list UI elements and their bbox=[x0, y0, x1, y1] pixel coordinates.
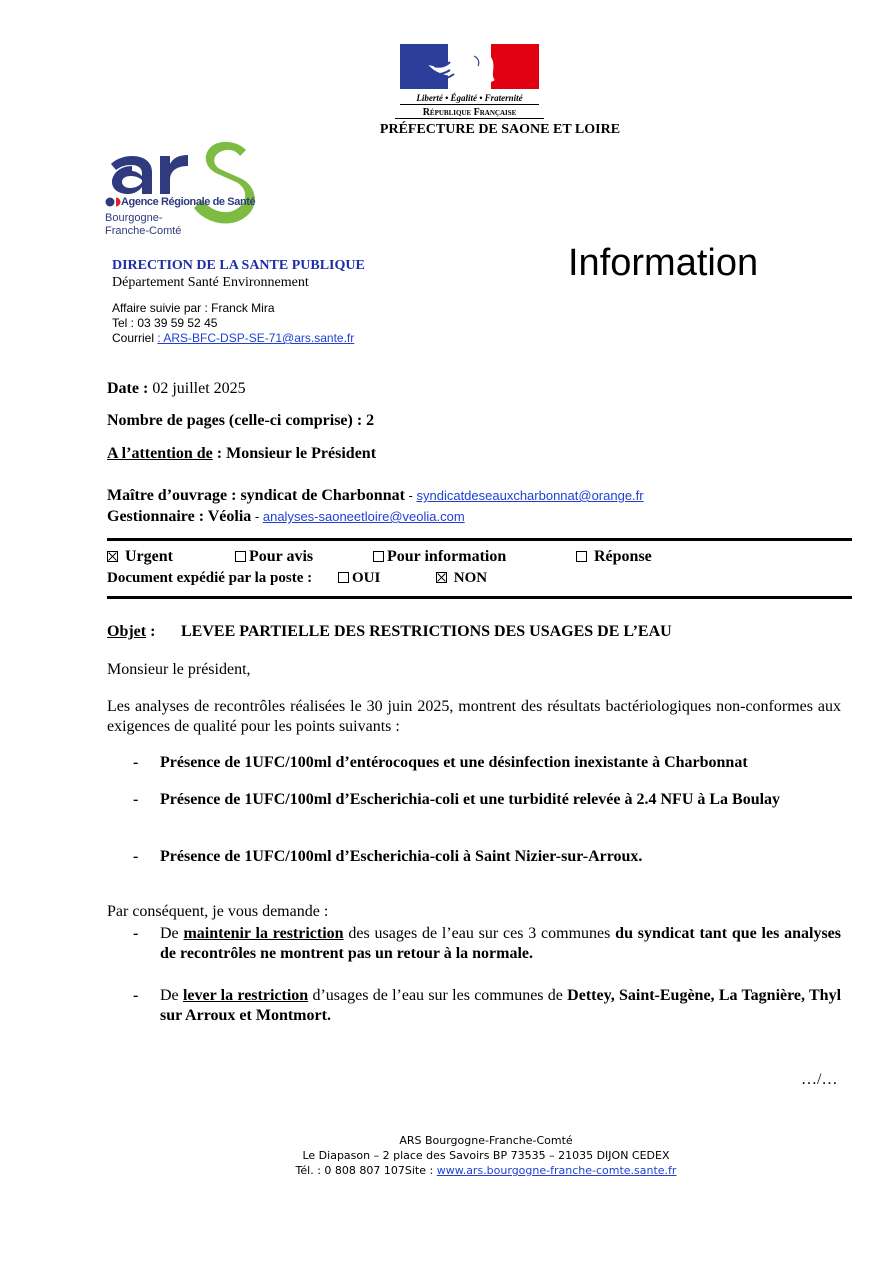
unchecked-box-icon[interactable] bbox=[338, 572, 349, 583]
date-label: Date : bbox=[107, 380, 149, 397]
continuation-mark: …/… bbox=[801, 1071, 838, 1088]
bullet-dash: - bbox=[133, 754, 139, 771]
top-rule bbox=[107, 538, 852, 541]
bullet-dash: - bbox=[133, 848, 139, 865]
intro-paragraph: Les analyses de recontrôles réalisées le 30 juin 2025, montrent des résultats bactériologiques non-conformes aux exigences de qualité pour les points suivants : bbox=[107, 698, 841, 735]
unchecked-box-icon[interactable] bbox=[235, 551, 246, 562]
post-label: Document expédié par la poste : bbox=[107, 570, 313, 586]
objet-text: LEVEE PARTIELLE DES RESTRICTIONS DES USAGES DE L’EAU bbox=[181, 623, 672, 640]
option-urgent[interactable] bbox=[107, 548, 173, 566]
followed-by: Affaire suivie par : Franck Mira bbox=[112, 301, 275, 315]
sender-mail bbox=[112, 331, 354, 345]
footer-website-link[interactable]: www.ars.bourgogne-franche-comte.sante.fr bbox=[436, 1164, 677, 1177]
bullet-dash: - bbox=[133, 987, 139, 1004]
date-value: 02 juillet 2025 bbox=[148, 380, 246, 397]
objet-colon: : bbox=[146, 623, 156, 640]
marianne-logo bbox=[400, 44, 539, 89]
objet-line bbox=[107, 623, 155, 641]
request-keyword: lever la restriction bbox=[182, 987, 309, 1004]
owner-sep: - bbox=[404, 488, 417, 503]
prefecture-title: PRÉFECTURE DE SAONE ET LOIRE bbox=[379, 122, 621, 137]
sender-mail-label: Courriel bbox=[112, 331, 158, 345]
manager-email-link[interactable]: analyses-saoneetloire@veolia.com bbox=[262, 509, 465, 524]
sender-mail-link[interactable]: : ARS-BFC-DSP-SE-71@ars.sante.fr bbox=[157, 331, 355, 345]
footer bbox=[246, 1133, 726, 1178]
option-reponse-label: Réponse bbox=[594, 548, 652, 565]
attention-value: : Monsieur le Président bbox=[212, 445, 377, 462]
footer-contact bbox=[246, 1163, 726, 1178]
bullet-dash: - bbox=[133, 925, 139, 942]
objet-label: Objet bbox=[107, 623, 147, 640]
request-text bbox=[160, 924, 841, 964]
footer-org: ARS Bourgogne-Franche-Comté bbox=[399, 1134, 573, 1147]
ars-agency-name: Agence Régionale de Santé bbox=[121, 196, 256, 208]
option-non[interactable] bbox=[436, 570, 487, 587]
option-avis-label: Pour avis bbox=[249, 548, 314, 565]
owner-email-link[interactable]: syndicatdeseauxcharbonnat@orange.fr bbox=[416, 488, 644, 503]
ars-region-line1: Bourgogne- bbox=[105, 212, 163, 224]
option-information[interactable] bbox=[373, 548, 506, 566]
option-oui[interactable] bbox=[338, 570, 380, 587]
manager-line bbox=[107, 508, 465, 526]
option-avis[interactable] bbox=[235, 548, 313, 566]
document-type-title: Information bbox=[568, 242, 759, 284]
option-reponse[interactable] bbox=[576, 548, 652, 566]
bullet-dash: - bbox=[133, 791, 139, 808]
bottom-rule bbox=[107, 596, 852, 599]
marianne-flag-icon bbox=[400, 44, 539, 89]
option-information-label: Pour information bbox=[387, 548, 507, 565]
footer-tel: Tél. : 0 808 807 107Site : bbox=[295, 1164, 437, 1177]
attention-line bbox=[107, 445, 376, 463]
finding-text: Présence de 1UFC/100ml d’entérocoques et une désinfection inexistante à Charbonnat bbox=[160, 754, 748, 771]
request-text-part: d’usages de l’eau sur les communes de bbox=[308, 987, 568, 1004]
finding-text: Présence de 1UFC/100ml d’Escherichia-coli à Saint Nizier-sur-Arroux. bbox=[160, 848, 643, 865]
finding-text: Présence de 1UFC/100ml d’Escherichia-coli et une turbidité relevée à 2.4 NFU à La Boulay bbox=[160, 791, 781, 808]
request-text-bold: du syndicat tant que les analyses de recontrôles ne montrent pas un retour à la normale. bbox=[160, 925, 842, 962]
date-line bbox=[107, 380, 246, 398]
ars-logo bbox=[104, 136, 284, 244]
manager-label: Gestionnaire : Véolia bbox=[107, 508, 252, 525]
manager-sep: - bbox=[251, 509, 263, 524]
unchecked-box-icon[interactable] bbox=[373, 551, 384, 562]
request-text-part: De bbox=[160, 925, 184, 942]
pages-line: Nombre de pages (celle-ci comprise) : 2 bbox=[107, 412, 375, 429]
owner-label: Maître d’ouvrage : syndicat de Charbonnat bbox=[107, 487, 405, 504]
request-text bbox=[160, 986, 841, 1026]
ars-region-line2: Franche-Comté bbox=[105, 225, 182, 237]
owner-line bbox=[107, 487, 644, 505]
option-oui-label: OUI bbox=[352, 570, 381, 586]
option-non-label: NON bbox=[453, 570, 488, 586]
republic-name: République Française bbox=[395, 107, 544, 119]
footer-address: Le Diapason – 2 place des Savoirs BP 73535 – 21035 DIJON CEDEX bbox=[302, 1149, 670, 1162]
attention-label: A l’attention de bbox=[107, 445, 213, 462]
republic-motto: Liberté • Égalité • Fraternité bbox=[400, 93, 539, 105]
unchecked-box-icon[interactable] bbox=[576, 551, 587, 562]
sender-tel: Tel : 03 39 59 52 45 bbox=[112, 316, 218, 330]
salutation: Monsieur le président, bbox=[107, 661, 251, 678]
request-text-part: De bbox=[160, 987, 183, 1004]
request-text-bold: Dettey, Saint-Eugène, La Tagnière, Thyl sur Arroux et Montmort. bbox=[160, 987, 842, 1024]
consequence-line: Par conséquent, je vous demande : bbox=[107, 903, 329, 920]
checked-box-icon[interactable] bbox=[436, 572, 447, 583]
request-text-part: des usages de l’eau sur ces 3 communes bbox=[343, 925, 616, 942]
direction-title: DIRECTION DE LA SANTE PUBLIQUE bbox=[112, 258, 365, 273]
post-line bbox=[107, 570, 312, 587]
checked-box-icon[interactable] bbox=[107, 551, 118, 562]
request-keyword: maintenir la restriction bbox=[183, 925, 344, 942]
option-urgent-label: Urgent bbox=[125, 548, 173, 565]
department-name: Département Santé Environnement bbox=[112, 275, 309, 290]
